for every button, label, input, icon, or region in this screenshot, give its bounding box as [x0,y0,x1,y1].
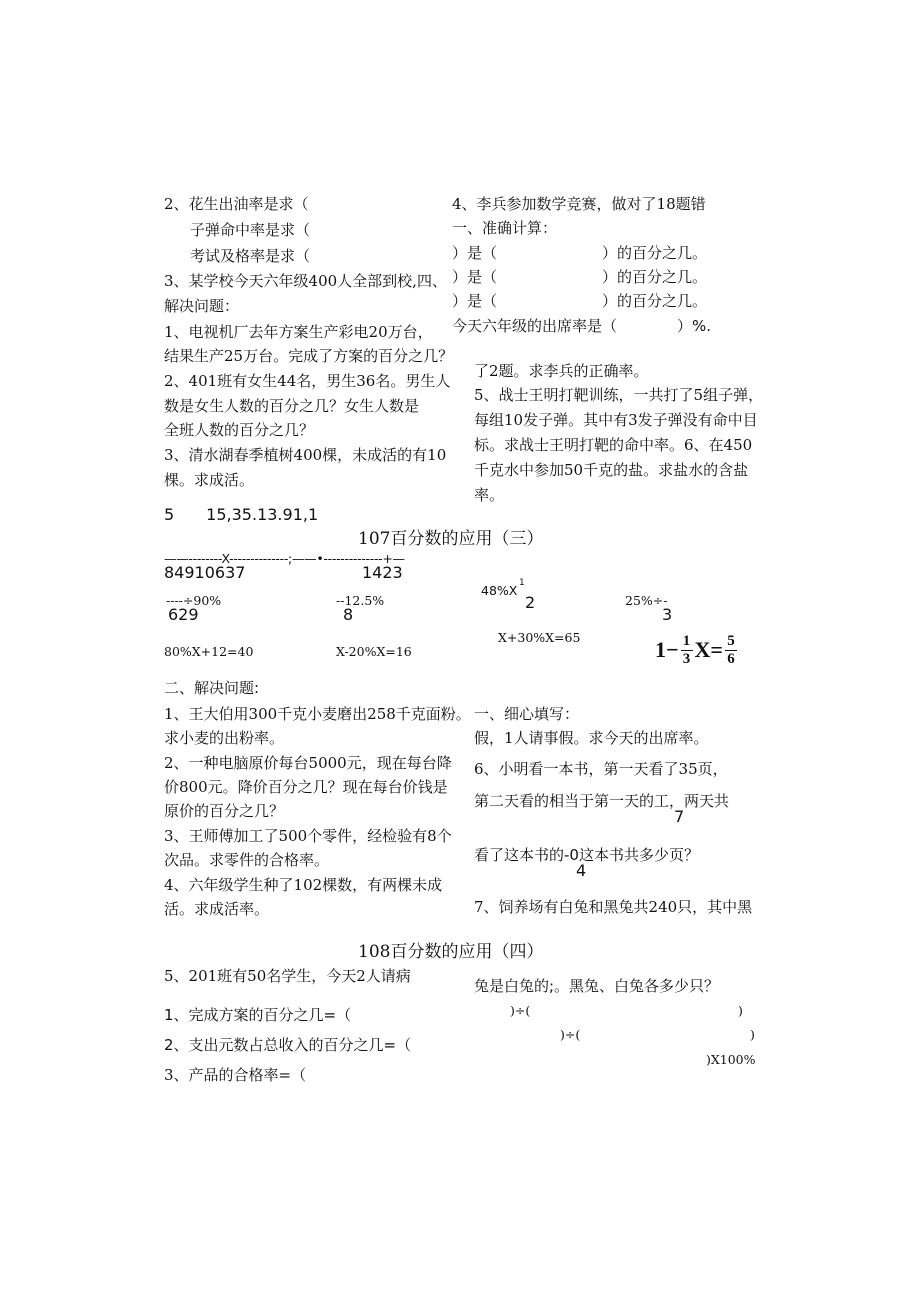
blank-close: ) [750,1027,755,1042]
text-line: 1、王大伯用300千克小麦磨出258千克面粉。 [164,705,471,723]
text-line: 1、完成方案的百分之几=（ [164,1006,352,1024]
text-line: 次品。求零件的合格率。 [164,851,330,869]
text-line: 求小麦的出粉率。 [164,729,285,747]
section-heading: 一、准确计算： [452,219,558,237]
fraction-denominator: 3 [682,650,691,667]
text-line: 2、401班有女生44名，男生36名。男生人 [164,372,451,390]
text-line: 4、六年级学生种了102棵数，有两棵未成 [164,876,443,894]
fraction-equation [655,628,739,672]
text-line: 5、战士王明打靶训练，一共打了5组子弹， [474,386,764,404]
text-line: 5、201班有50名学生，今天2人请病 [164,967,411,985]
text-line: 3、某学校今天六年级400人全部到校,四、 [164,272,447,290]
text-line: 2、支出元数占总收入的百分之几=（ [164,1036,412,1054]
number-row: 5 15,35.13.91,1 [164,505,319,524]
fraction [681,634,693,667]
text-line: 率。 [474,486,505,504]
text-line: ）是（ ）的百分之几。 [452,268,708,286]
expression-number: 3 [662,605,673,624]
section-title: 108百分数的应用（四） [358,942,544,962]
text-line: 原价的百分之几？ [164,802,285,820]
fraction-numerator: 1 [682,632,691,649]
text-line: 2、花生出油率是求（ [164,195,309,213]
equation: 80%X+12=40 [164,644,254,659]
superscript: 1 [519,578,525,588]
expression: ----÷90% [166,593,222,608]
fraction-digit: 7 [674,807,685,826]
text-line: 价800元。降价百分之几？现在每台价钱是 [164,778,448,796]
text-line: 看了这本书的-0这本书共多少页？ [474,846,699,864]
text-line: 考试及格率是求（ [190,247,311,265]
expression-number: 8 [343,605,354,624]
fraction-numerator: 5 [727,632,735,649]
text-line: 子弹命中率是求（ [190,221,311,239]
text-line: 3、产品的合格率=（ [164,1066,307,1084]
section-title: 107百分数的应用（三） [358,529,544,549]
number-row: 84910637 [164,563,246,582]
text-line: 标。求战士王明打靶的命中率。6、在450 [474,436,753,454]
dash-line: ——--------X--------------;——•--------------+— [164,551,405,566]
fraction [725,634,737,667]
text-line: 2、一种电脑原价每台5000元，现在每台降 [164,754,452,772]
fraction-digit: 4 [576,861,587,880]
blank-open: )÷( [560,1027,581,1042]
number-row: 1423 [362,563,403,582]
text-line: 假，1人请事假。求今天的出席率。 [474,729,709,747]
text-line: ）是（ ）的百分之几。 [452,292,708,310]
text-line: 4、李兵参加数学竞赛，做对了18题错 [452,195,706,213]
eq-left: 1− [655,637,679,662]
expression-number: 2 [525,593,536,612]
text-line: 了2题。求李兵的正确率。 [474,362,649,380]
blank-open: )÷( [510,1003,531,1018]
eq-mid: X= [694,637,723,662]
text-line: 解决问题： [164,297,240,315]
text-line: 第二天看的相当于第一天的工，两天共 [474,792,730,810]
text-line: 兔是白兔的;。黑兔、白兔各多少只？ [474,977,720,995]
fraction-denominator: 6 [727,650,735,667]
expression: 25%÷- [625,593,668,608]
expression-number: 629 [168,605,199,624]
text-line: 3、王师傅加工了500个零件，经检验有8个 [164,827,452,845]
expression: --12.5% [336,593,385,608]
text-line: 今天六年级的出席率是（ ）%. [452,317,712,335]
text-line: 棵。求成活。 [164,471,255,489]
text-line: 6、小明看一本书，第一天看了35页， [474,760,728,778]
section-heading: 一、细心填写： [474,705,580,723]
blank-percent: )X100% [706,1052,756,1067]
equation: X+30%X=65 [498,630,581,645]
text-line: 结果生产25万台。完成了方案的百分之几？ [164,347,454,365]
text-line: 活。求成活率。 [164,900,270,918]
text-line: 每组10发子弹。其中有3发子弹没有命中目 [474,411,758,429]
section-heading: 二、解决问题: [164,679,260,697]
blank-close: ) [738,1003,743,1018]
text-line: 全班人数的百分之几？ [164,421,315,439]
text-line: 数是女生人数的百分之几？女生人数是 [164,397,420,415]
text-line: ）是（ ）的百分之几。 [452,244,708,262]
equation: X-20%X=16 [336,644,412,659]
text-line: 7、饲养场有白兔和黑兔共240只，其中黑 [474,898,753,916]
text-line: 3、清水湖春季植树400棵，未成活的有10 [164,446,447,464]
text-line: 1、电视机厂去年方案生产彩电20万台， [164,323,433,341]
text-line: 千克水中参加50千克的盐。求盐水的含盐 [474,461,749,479]
expression: 48%X [481,583,518,598]
